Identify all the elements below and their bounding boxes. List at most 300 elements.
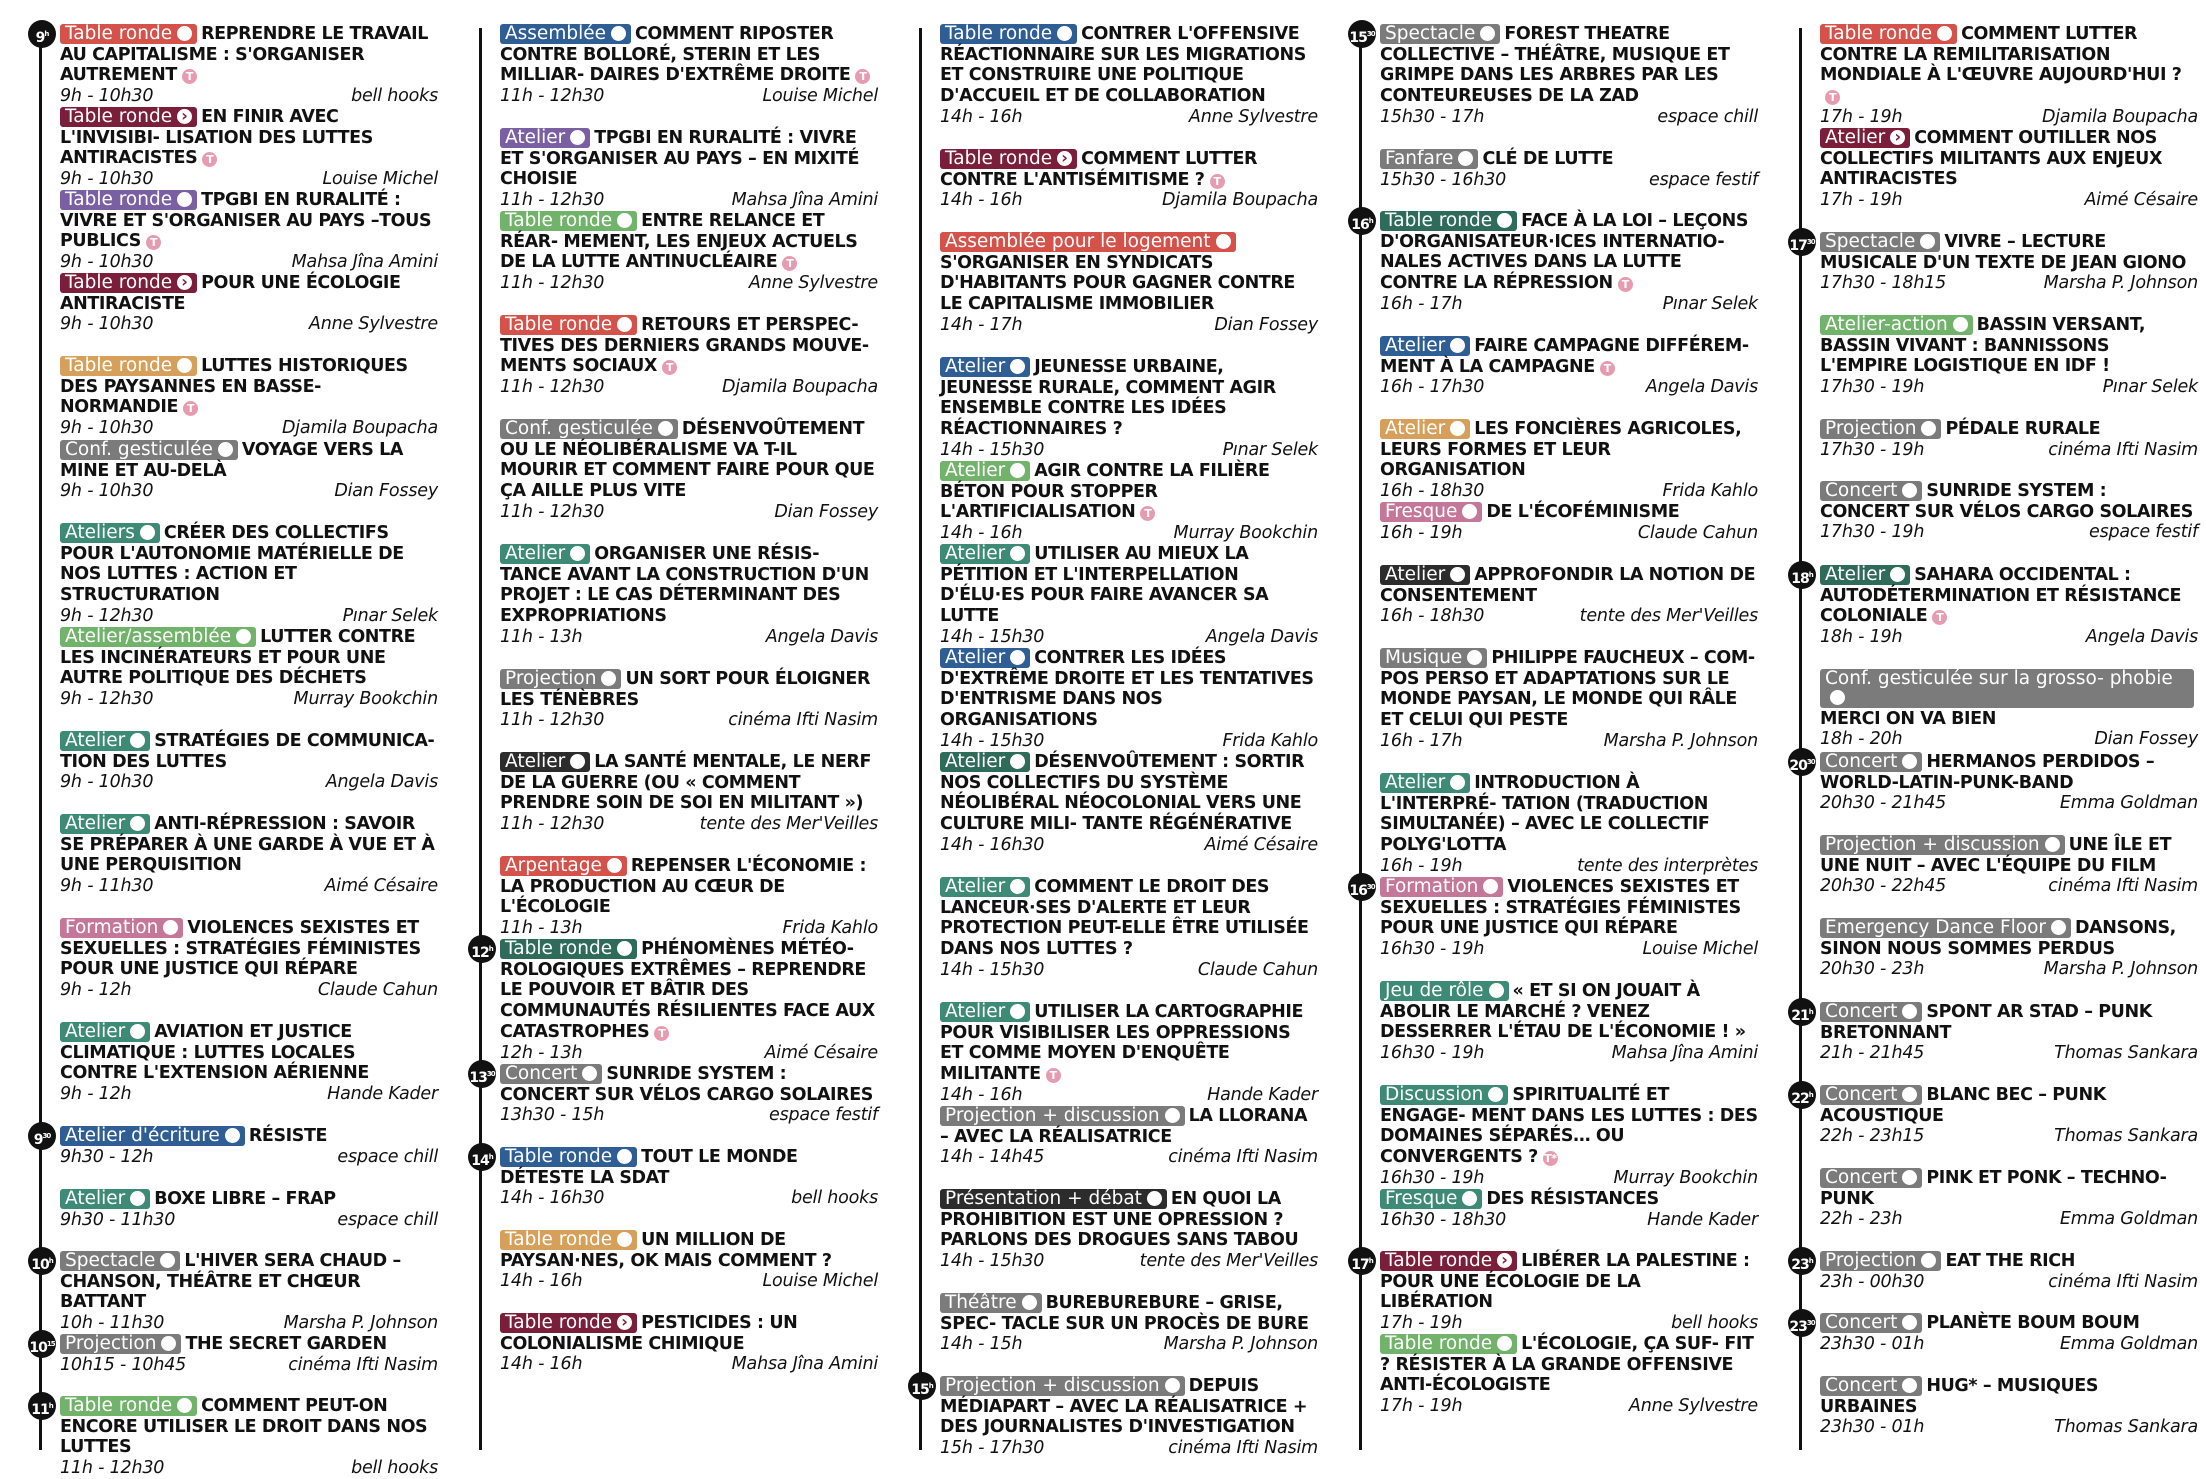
event-type-tag: Projection + discussion › <box>1820 835 2065 855</box>
event-title: RETOURS ET PERSPEC- TIVES DES DERNIERS GRANDS MOUVE- MENTS SOCIAUX <box>500 315 869 377</box>
event-title-line <box>1820 1002 2198 1043</box>
hour-marker <box>908 1372 936 1400</box>
event-type-tag: Projection + discussion › <box>940 1376 1185 1396</box>
event-item <box>940 877 1318 981</box>
event-title-line <box>1820 752 2198 793</box>
event-item <box>60 440 438 502</box>
event-location: Frida Kahlo <box>1662 481 1758 502</box>
event-item <box>940 461 1318 544</box>
event-time: 14h - 16h <box>940 523 1023 544</box>
event-type-tag: Table ronde › <box>1820 24 1957 44</box>
event-type-tag: Conf. gesticulée › <box>500 419 678 439</box>
event-meta <box>1820 959 2198 980</box>
event-title-line <box>500 939 878 1043</box>
translation-icon: T <box>182 69 197 84</box>
event-type-tag: Présentation + débat › <box>940 1189 1167 1209</box>
event-time: 9h - 10h30 <box>60 252 154 273</box>
event-title-line <box>500 24 878 86</box>
event-title: EAT THE RICH <box>1945 1251 2075 1271</box>
event-item <box>60 24 438 107</box>
event-meta <box>1380 107 1758 128</box>
event-location: espace festif <box>2089 522 2198 543</box>
event-item <box>500 1064 878 1126</box>
event-title-line <box>940 544 1318 627</box>
event-item <box>940 1189 1318 1272</box>
event-item <box>1380 419 1758 502</box>
event-time: 17h30 - 19h <box>1820 377 1925 398</box>
event-location: Louise Michel <box>322 169 438 190</box>
event-time: 16h - 17h30 <box>1380 377 1485 398</box>
event-type-tag: Table ronde › <box>60 190 197 210</box>
event-title: COMMENT OUTILLER NOS COLLECTIFS MILITANTS AUX ENJEUX ANTIRACISTES <box>1820 128 2163 190</box>
event-title-line <box>940 1293 1318 1334</box>
event-time: 16h30 - 19h <box>1380 939 1485 960</box>
event-type-tag: Atelier › <box>940 544 1030 564</box>
event-title-line <box>1820 835 2198 876</box>
event-title: JEUNESSE URBAINE, JEUNESSE RURALE, COMMENT AGIR ENSEMBLE CONTRE LES IDÉES RÉACTIONNAIRES ? <box>940 357 1276 440</box>
hour-marker-label: 15 <box>911 1382 929 1398</box>
event-meta <box>1380 1168 1758 1189</box>
event-meta <box>1820 627 2198 648</box>
event-meta <box>60 1084 438 1105</box>
event-time: 14h - 17h <box>940 314 1023 335</box>
event-location: bell hooks <box>1671 1313 1758 1334</box>
timeline-line <box>919 28 922 1450</box>
event-location: Thomas Sankara <box>2054 1043 2198 1064</box>
event-title: VOYAGE VERS LA MINE ET AU-DELÀ <box>60 440 404 481</box>
event-time: 23h30 - 01h <box>1820 1417 1925 1438</box>
event-type-tag: Atelier › <box>1820 565 1910 585</box>
event-type-tag: Théâtre › <box>940 1293 1042 1313</box>
event-title: UN MILLION DE PAYSAN·NES, OK MAIS COMMENT ? <box>500 1230 832 1271</box>
event-meta <box>1380 731 1758 752</box>
event-title-line <box>500 1313 878 1354</box>
translation-icon: T <box>662 360 677 375</box>
event-time: 9h - 10h30 <box>60 314 154 335</box>
event-location: Emma Goldman <box>2059 793 2198 814</box>
event-title: BLANC BEC – PUNK ACOUSTIQUE <box>1820 1085 2106 1126</box>
event-type-tag: Atelier › <box>500 544 590 564</box>
event-title-line <box>1820 918 2198 959</box>
event-title-line <box>1820 24 2198 107</box>
event-item <box>1380 502 1758 543</box>
event-type-tag: Table ronde › <box>500 1313 637 1333</box>
hour-marker-label: 10 <box>29 1340 47 1356</box>
event-time: 15h - 17h30 <box>940 1438 1045 1459</box>
event-item <box>1820 315 2198 398</box>
event-type-tag: Atelier › <box>940 648 1030 668</box>
event-location: Louise Michel <box>762 1271 878 1292</box>
event-time: 16h - 18h30 <box>1380 481 1485 502</box>
event-type-tag: Fresque › <box>1380 502 1482 522</box>
event-meta <box>940 835 1318 856</box>
schedule-column-2 <box>468 0 878 1450</box>
event-location: Frida Kahlo <box>1222 730 1318 751</box>
event-type-tag: Atelier › <box>1380 565 1470 585</box>
timeline-line <box>39 28 42 1450</box>
event-title: TOUT LE MONDE DÉTESTE LA SDAT <box>500 1147 798 1188</box>
event-item <box>1380 773 1758 877</box>
event-meta <box>940 315 1318 336</box>
event-location: Hande Kader <box>1207 1084 1318 1105</box>
event-title-line <box>1380 565 1758 606</box>
event-location: Marsha P. Johnson <box>2043 959 2198 980</box>
event-location: Murray Bookchin <box>1173 523 1318 544</box>
event-time: 9h - 10h30 <box>60 772 154 793</box>
event-type-tag: Projection › <box>1820 1251 1941 1271</box>
event-title-line <box>1380 149 1758 170</box>
event-type-tag: Fanfare › <box>1380 149 1478 169</box>
hour-marker <box>1788 228 1816 256</box>
event-meta <box>500 1105 878 1126</box>
event-type-tag: Table ronde › <box>500 315 637 335</box>
event-location: Murray Bookchin <box>293 689 438 710</box>
event-time: 16h30 - 18h30 <box>1380 1209 1507 1230</box>
event-title-line <box>940 1106 1318 1147</box>
event-item <box>1820 835 2198 897</box>
hour-marker-label: 17 <box>1351 1257 1369 1273</box>
event-title-line <box>1820 669 2198 729</box>
event-item <box>60 918 438 1001</box>
event-title: UNE ÎLE ET UNE NUIT – AVEC L'ÉQUIPE DU FILM <box>1820 835 2172 876</box>
event-type-tag: Fresque › <box>1380 1189 1482 1209</box>
event-type-tag: Spectacle › <box>1820 232 1940 252</box>
hour-marker-label: 23 <box>1789 1319 1807 1335</box>
event-location: Anne Sylvestre <box>1628 1396 1758 1417</box>
hour-marker-sup: h <box>928 1382 933 1390</box>
event-type-tag: Spectacle › <box>60 1251 180 1271</box>
event-type-tag: Concert › <box>1820 752 1922 772</box>
event-meta <box>60 252 438 273</box>
event-title: TPGBI EN RURALITÉ : VIVRE ET S'ORGANISER AU PAYS – EN MIXITÉ CHOISIE <box>500 128 860 190</box>
hour-marker-label: 16 <box>1351 217 1369 233</box>
event-meta <box>60 314 438 335</box>
event-meta <box>940 440 1318 461</box>
event-title: BUREBUREBURE – GRISE, SPEC- TACLE SUR UN PROCÈS DE BURE <box>940 1293 1309 1334</box>
event-type-tag: Formation › <box>1380 877 1503 897</box>
event-time: 14h - 15h30 <box>940 439 1045 460</box>
event-time: 20h30 - 23h <box>1820 959 1925 980</box>
event-item <box>60 814 438 897</box>
event-location: Mahsa Jîna Amini <box>731 1354 878 1375</box>
event-meta <box>1820 1272 2198 1293</box>
event-title-line <box>500 315 878 377</box>
event-title-line <box>1380 502 1758 523</box>
hour-marker-sup: 30 <box>1806 758 1815 766</box>
schedule-column-4 <box>1348 0 1758 1450</box>
event-item <box>1820 128 2198 211</box>
event-item <box>940 149 1318 211</box>
event-time: 14h - 15h30 <box>940 626 1045 647</box>
event-meta <box>500 710 878 731</box>
event-title: BOXE LIBRE – FRAP <box>154 1189 336 1209</box>
event-title: UTILISER LA CARTOGRAPHIE POUR VISIBILISER LES OPPRESSIONS ET COMME MOYEN D'ENQUÊTE MILITANTE <box>940 1002 1304 1085</box>
event-type-tag: Formation › <box>60 918 183 938</box>
event-item <box>940 648 1318 752</box>
event-title: SPONT AR STAD – PUNK BRETONNANT <box>1820 1002 2152 1043</box>
hour-marker-sup: h <box>1808 1091 1813 1099</box>
event-time: 9h - 12h <box>60 1084 132 1105</box>
event-title-line <box>940 877 1318 960</box>
hour-marker <box>1348 207 1376 235</box>
event-title-line <box>1820 1376 2198 1417</box>
event-location: Pınar Selek <box>1662 293 1758 314</box>
hour-marker-sup: h <box>48 1257 53 1265</box>
event-item <box>1380 1085 1758 1189</box>
event-meta <box>500 190 878 211</box>
event-meta <box>940 1251 1318 1272</box>
event-meta <box>1380 170 1758 191</box>
event-item <box>1380 877 1758 960</box>
event-title: PLANÈTE BOUM BOUM <box>1926 1313 2140 1333</box>
event-time: 14h - 15h30 <box>940 959 1045 980</box>
event-item <box>940 1376 1318 1459</box>
event-meta <box>60 169 438 190</box>
event-title-line <box>1820 419 2198 440</box>
event-item <box>1820 232 2198 294</box>
hour-marker <box>468 1143 496 1171</box>
event-location: cinéma Ifti Nasim <box>728 710 878 731</box>
event-item <box>60 1251 438 1334</box>
translation-icon: T <box>1046 1068 1061 1083</box>
event-location: tente des interprètes <box>1577 855 1758 876</box>
event-time: 23h - 00h30 <box>1820 1271 1925 1292</box>
event-meta <box>60 980 438 1001</box>
event-type-tag: Atelier › <box>1380 336 1470 356</box>
event-meta <box>60 1458 438 1479</box>
event-type-tag: Atelier › <box>940 877 1030 897</box>
event-time: 9h - 12h30 <box>60 689 154 710</box>
event-title-line <box>500 1230 878 1271</box>
event-title-line <box>1380 1251 1758 1313</box>
event-time: 14h - 16h30 <box>500 1188 605 1209</box>
hour-marker-sup: h <box>1368 1257 1373 1265</box>
event-title: LA LLORANA – AVEC LA RÉALISATRICE <box>940 1106 1308 1147</box>
event-title-line <box>1820 1085 2198 1126</box>
event-item <box>60 190 438 273</box>
event-time: 15h30 - 17h <box>1380 106 1485 127</box>
event-title: MERCI ON VA BIEN <box>1820 708 1996 729</box>
event-title: LUTTES HISTORIQUES DES PAYSANNES EN BASSE- NORMANDIE <box>60 356 408 418</box>
event-meta <box>60 1210 438 1231</box>
event-time: 9h - 10h30 <box>60 169 154 190</box>
hour-marker-label: 9 <box>35 30 45 46</box>
event-type-tag: Atelier/assemblée › <box>60 627 256 647</box>
event-item <box>1380 1251 1758 1334</box>
event-location: Emma Goldman <box>2059 1209 2198 1230</box>
event-meta <box>500 627 878 648</box>
event-location: Angela Davis <box>325 772 438 793</box>
event-time: 12h - 13h <box>500 1042 583 1063</box>
hour-marker-label: 9 <box>33 1132 43 1148</box>
schedule-column-3 <box>908 0 1318 1459</box>
event-meta <box>1820 793 2198 814</box>
event-time: 16h - 18h30 <box>1380 606 1485 627</box>
event-time: 9h30 - 11h30 <box>60 1209 176 1230</box>
event-type-tag: Table ronde › <box>1380 211 1517 231</box>
event-meta <box>1820 273 2198 294</box>
event-title-line <box>940 24 1318 107</box>
event-title-line <box>940 1189 1318 1251</box>
event-type-tag: Table ronde › <box>500 211 637 231</box>
hour-marker <box>28 1247 56 1275</box>
event-title-line <box>60 1251 438 1313</box>
event-item <box>500 1313 878 1375</box>
event-location: Angela Davis <box>1645 377 1758 398</box>
event-location: Pınar Selek <box>2102 377 2198 398</box>
event-title: BASSIN VERSANT, BASSIN VIVANT : BANNISSONS L'EMPIRE LOGISTIQUE EN IDF ! <box>1820 315 2146 377</box>
event-title: COMMENT LE DROIT DES LANCEUR·SES D'ALERTE ET LEUR PROTECTION PEUT-ELLE ÊTRE UTILISÉE DANS NOS LUTTES ? <box>940 877 1309 960</box>
translation-icon: T <box>1618 277 1633 292</box>
event-type-tag: Projection › <box>500 669 621 689</box>
event-title-line <box>500 419 878 502</box>
hour-marker-sup: 30 <box>1366 30 1375 38</box>
event-time: 22h - 23h15 <box>1820 1126 1925 1147</box>
event-title-line <box>940 1002 1318 1085</box>
hour-marker-sup: h <box>488 945 493 953</box>
hour-marker-sup: h <box>1808 571 1813 579</box>
event-title-line <box>940 648 1318 731</box>
event-type-tag: Atelier › <box>940 752 1030 772</box>
event-time: 21h - 21h45 <box>1820 1043 1925 1064</box>
event-title-line <box>1820 1168 2198 1209</box>
event-title-line <box>1380 1334 1758 1396</box>
event-time: 14h - 15h <box>940 1334 1023 1355</box>
event-meta <box>60 876 438 897</box>
event-title: COMMENT LUTTER CONTRE L'ANTISÉMITISME ? <box>940 149 1258 190</box>
event-type-tag: Atelier › <box>1380 419 1470 439</box>
event-title-line <box>60 1396 438 1458</box>
event-location: Claude Cahun <box>1197 959 1318 980</box>
event-location: Hande Kader <box>1647 1209 1758 1230</box>
event-type-tag: Table ronde › <box>60 107 197 127</box>
event-time: 17h30 - 19h <box>1820 439 1925 460</box>
event-location: Dian Fossey <box>334 481 438 502</box>
event-type-tag: Atelier › <box>60 1189 150 1209</box>
event-title-line <box>60 440 438 481</box>
event-title: FACE À LA LOI – LEÇONS D'ORGANISATEUR·ICES INTERNATIO- NALES ACTIVES DANS LA LUTTE CONTRE LA RÉPRESSION <box>1380 211 1749 294</box>
event-title-line <box>940 232 1318 315</box>
event-title: PESTICIDES : UN COLONIALISME CHIMIQUE <box>500 1313 798 1354</box>
event-title: L'HIVER SERA CHAUD – CHANSON, THÉÂTRE ET CHŒUR BATTANT <box>60 1251 401 1313</box>
event-item <box>1820 1313 2198 1354</box>
event-title-line <box>60 1334 438 1355</box>
event-location: Angela Davis <box>1205 626 1318 647</box>
event-location: cinéma Ifti Nasim <box>2048 439 2198 460</box>
event-meta <box>1820 1417 2198 1438</box>
event-time: 11h - 12h30 <box>500 377 605 398</box>
event-meta <box>940 1147 1318 1168</box>
event-time: 16h - 19h <box>1380 522 1463 543</box>
event-location: Thomas Sankara <box>2054 1417 2198 1438</box>
event-item <box>60 273 438 335</box>
event-meta <box>1820 1126 2198 1147</box>
event-time: 20h30 - 22h45 <box>1820 876 1947 897</box>
event-title-line <box>60 918 438 980</box>
event-time: 9h - 12h <box>60 980 132 1001</box>
event-item <box>1820 1085 2198 1147</box>
event-type-tag: Atelier › <box>60 731 150 751</box>
event-location: Mahsa Jîna Amini <box>731 190 878 211</box>
event-meta <box>1820 1334 2198 1355</box>
schedule-column-1 <box>28 0 438 1479</box>
event-location: Louise Michel <box>1642 939 1758 960</box>
hour-marker-label: 17 <box>1789 238 1807 254</box>
event-location: Anne Sylvestre <box>1188 106 1318 127</box>
event-meta <box>1380 1210 1758 1231</box>
event-location: Mahsa Jîna Amini <box>1611 1043 1758 1064</box>
event-item <box>500 419 878 523</box>
event-time: 16h30 - 19h <box>1380 1167 1485 1188</box>
event-location: Louise Michel <box>762 86 878 107</box>
event-type-tag: Table ronde › <box>940 24 1077 44</box>
event-meta <box>1380 523 1758 544</box>
event-type-tag: Atelier › <box>60 1022 150 1042</box>
event-time: 17h - 19h <box>1380 1396 1463 1417</box>
event-type-tag: Ateliers › <box>60 523 160 543</box>
event-title: LA SANTÉ MENTALE, LE NERF DE LA GUERRE (OU « COMMENT PRENDRE SOIN DE SOI EN MILITANT ») <box>500 752 872 814</box>
event-meta <box>1380 1043 1758 1064</box>
event-location: Aimé Césaire <box>2084 190 2198 211</box>
event-meta <box>500 1271 878 1292</box>
event-title: DÉSENVOÛTEMENT OU LE NÉOLIBÉRALISME VA T-IL MOURIR ET COMMENT FAIRE POUR QUE ÇA AILLE PLUS VITE <box>500 419 875 502</box>
translation-icon: T <box>1932 610 1947 625</box>
event-time: 18h - 20h <box>1820 729 1903 750</box>
event-title-line <box>500 669 878 710</box>
hour-marker-sup: h <box>1808 1257 1813 1265</box>
event-time: 11h - 12h30 <box>60 1458 165 1479</box>
event-title: SAHARA OCCIDENTAL : AUTODÉTERMINATION ET RÉSISTANCE COLONIALE <box>1820 565 2181 627</box>
event-type-tag: Conf. gesticulée sur la grosso- phobie › <box>1820 669 2194 708</box>
event-title-line <box>1380 24 1758 107</box>
event-location: Djamila Boupacha <box>1162 190 1318 211</box>
event-title: SUNRIDE SYSTEM : CONCERT SUR VÉLOS CARGO SOLAIRES <box>500 1064 873 1105</box>
event-meta <box>500 377 878 398</box>
event-title-line <box>60 523 438 606</box>
event-title-line <box>500 856 878 918</box>
event-time: 17h30 - 18h15 <box>1820 273 1947 294</box>
hour-marker <box>1788 1081 1816 1109</box>
hour-marker <box>28 1330 56 1358</box>
event-meta <box>500 86 878 107</box>
event-title-line <box>940 1376 1318 1438</box>
event-title: REPENSER L'ÉCONOMIE : LA PRODUCTION AU CŒUR DE L'ÉCOLOGIE <box>500 856 867 918</box>
event-meta <box>1820 1043 2198 1064</box>
event-type-tag: Conf. gesticulée › <box>60 440 238 460</box>
event-type-tag: Spectacle › <box>1380 24 1500 44</box>
hour-marker <box>468 1060 496 1088</box>
event-item <box>1820 565 2198 648</box>
event-time: 14h - 16h <box>940 1084 1023 1105</box>
event-title-line <box>1820 315 2198 377</box>
event-meta <box>500 502 878 523</box>
event-title: CONTRER L'OFFENSIVE RÉACTIONNAIRE SUR LES MIGRATIONS ET CONSTRUIRE UNE POLITIQUE D'ACCUEIL ET DE COLLABORATION <box>940 24 1306 107</box>
event-item <box>1380 336 1758 398</box>
event-meta <box>60 86 438 107</box>
event-type-tag: Atelier d'écriture › <box>60 1126 245 1146</box>
event-item <box>60 1334 438 1375</box>
hour-marker-label: 22 <box>1791 1091 1809 1107</box>
event-time: 16h - 17h <box>1380 293 1463 314</box>
event-item <box>940 1002 1318 1106</box>
event-item <box>1380 24 1758 128</box>
event-title-line <box>1820 128 2198 190</box>
translation-icon: T <box>146 235 161 250</box>
event-meta <box>940 1085 1318 1106</box>
event-type-tag: Table ronde › <box>500 1230 637 1250</box>
event-title-line <box>940 149 1318 190</box>
event-title: VIVRE – LECTURE MUSICALE D'UN TEXTE DE JEAN GIONO <box>1820 232 2186 273</box>
